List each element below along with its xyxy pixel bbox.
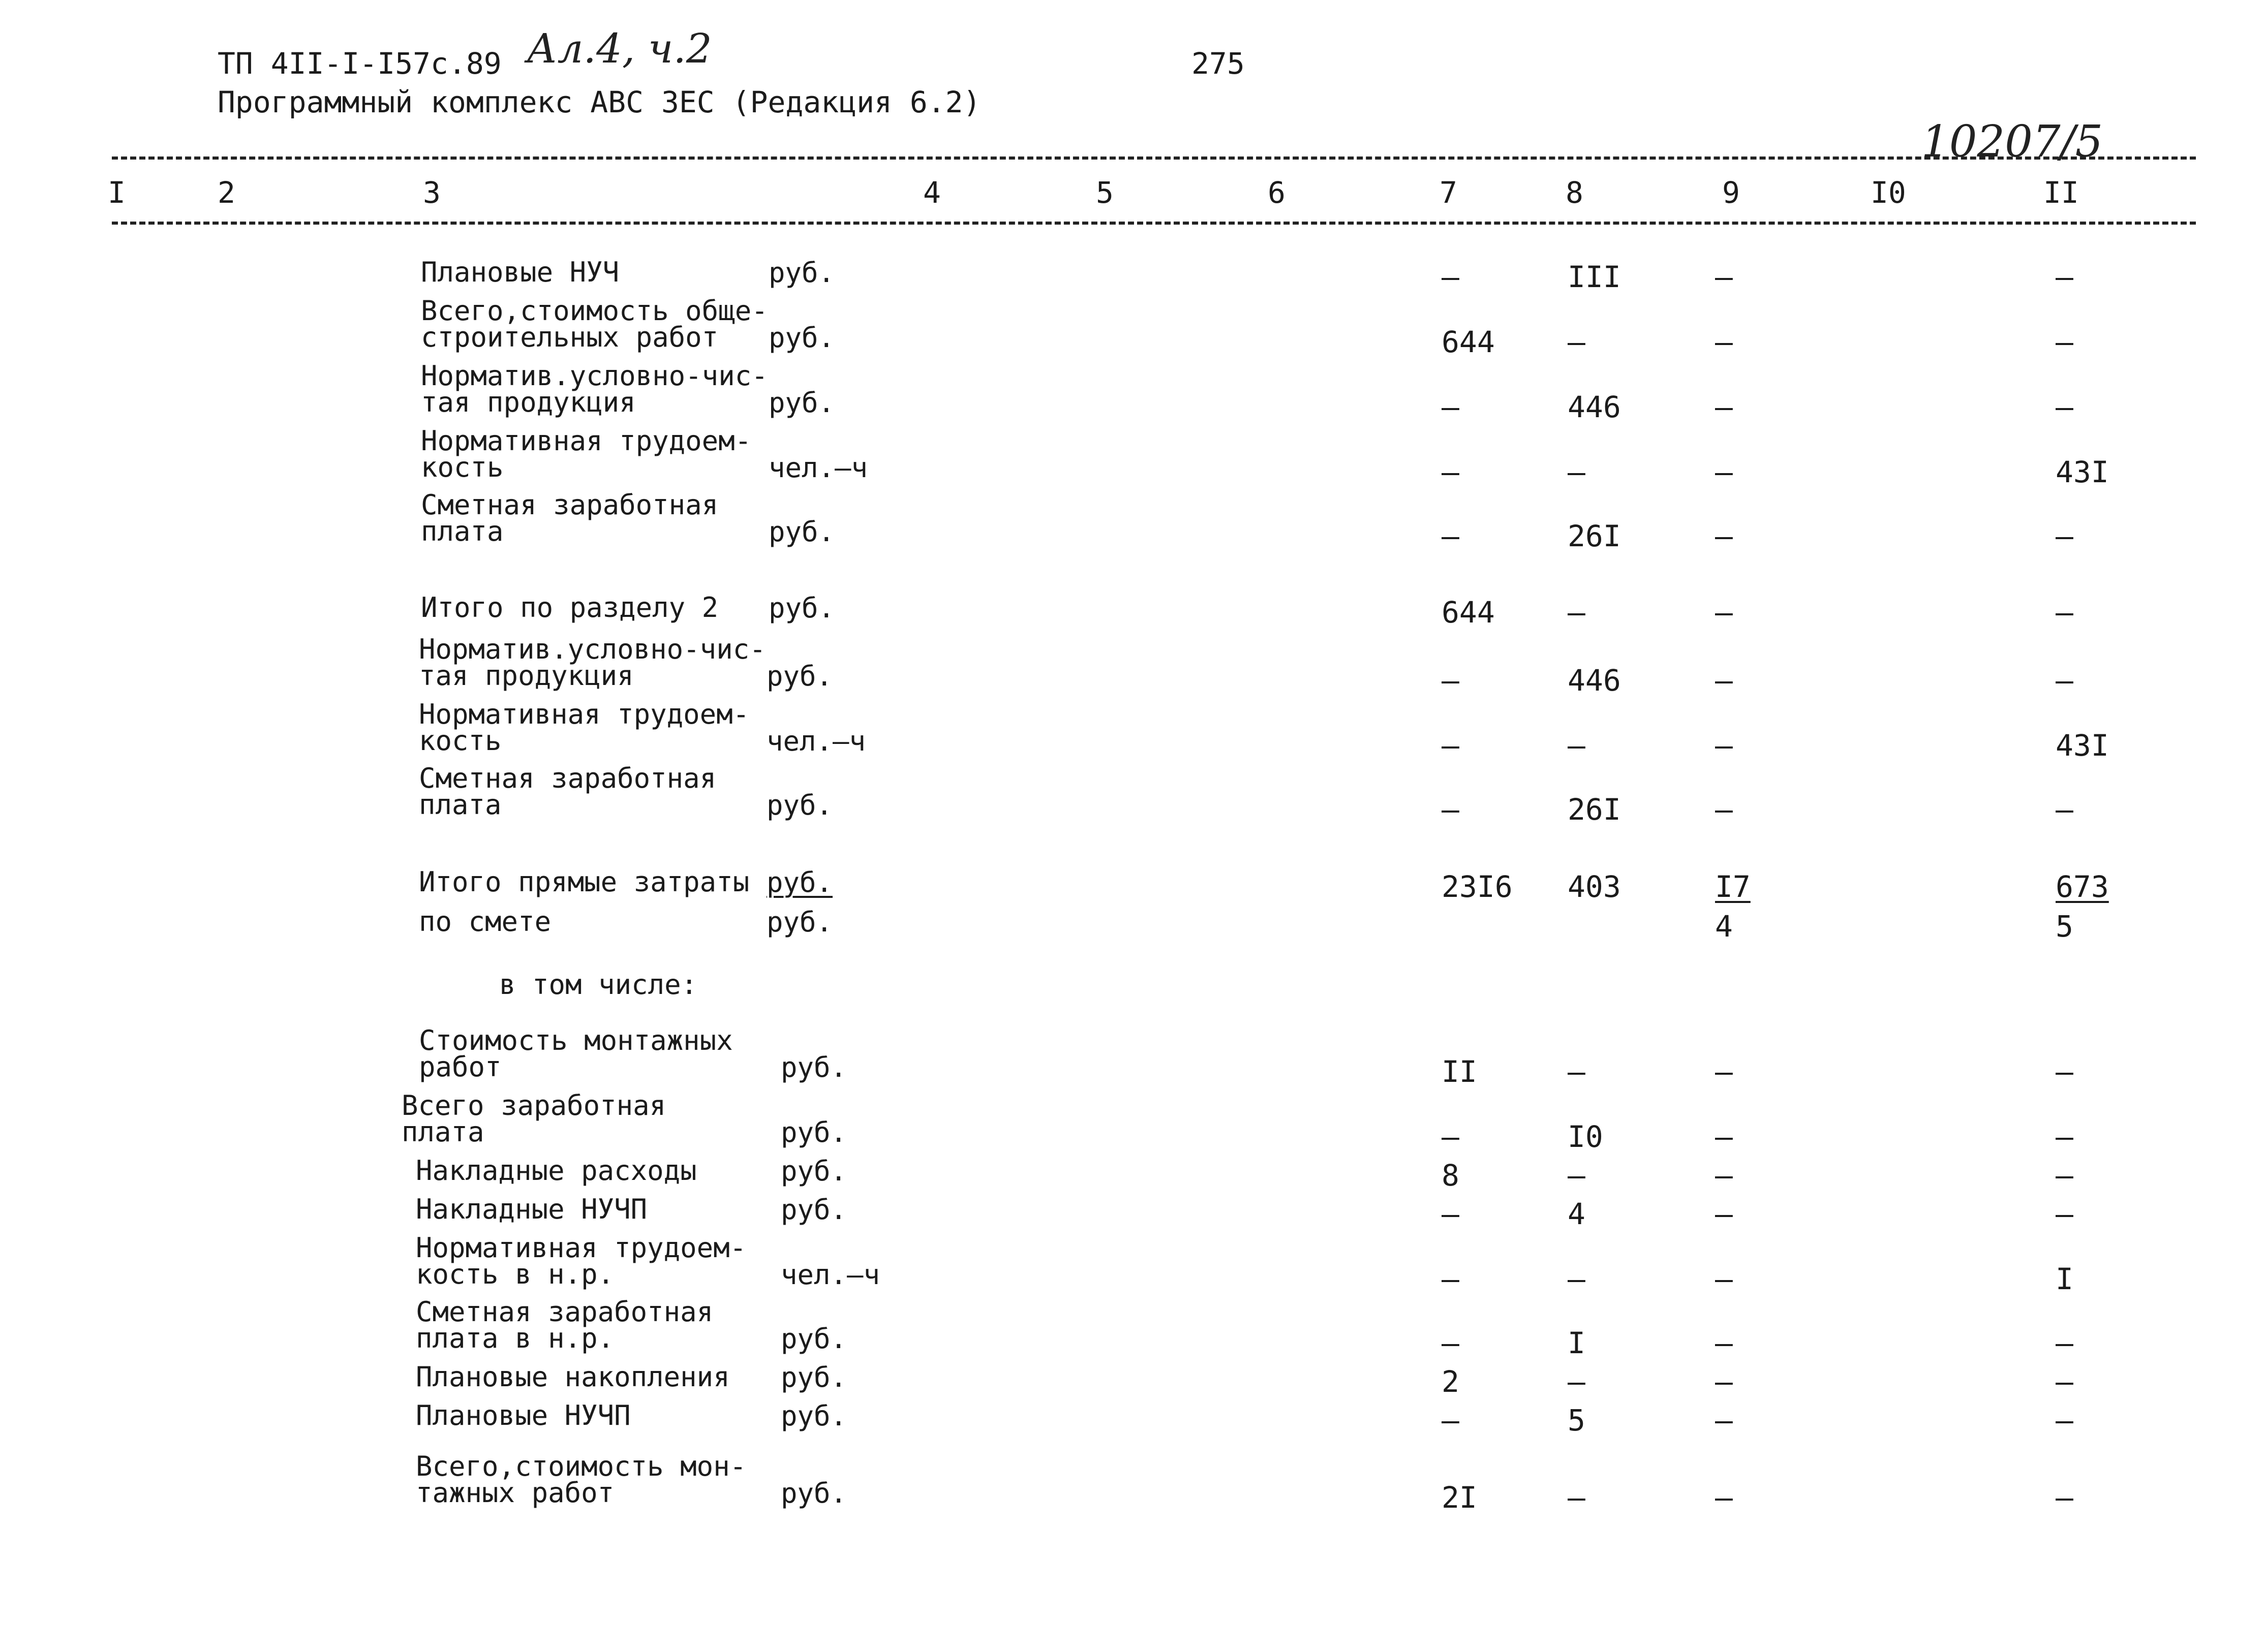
cell-col-9: –: [1715, 1054, 1733, 1089]
row-label: Сметная заработная: [421, 489, 719, 521]
column-number-3: 3: [423, 175, 441, 210]
row-label: Накладные НУЧП: [416, 1193, 648, 1225]
row-label: тая продукция: [419, 660, 634, 692]
cell-col-7: –: [1442, 519, 1459, 553]
cell-col-9: –: [1715, 325, 1733, 359]
row-unit: руб.: [767, 660, 833, 692]
cell-col-9: –: [1715, 663, 1733, 698]
cell-col-9: –: [1715, 1262, 1733, 1296]
cell-col-11: –: [2056, 1403, 2073, 1438]
column-number-9: 9: [1722, 175, 1740, 210]
row-unit: руб.: [767, 866, 833, 898]
cell-col-8: –: [1568, 1364, 1585, 1399]
row-unit: руб.: [781, 1051, 847, 1083]
cell-col-8: III: [1568, 260, 1621, 294]
cell-col-9: –: [1715, 260, 1733, 294]
row-unit: руб.: [769, 516, 835, 548]
cell-col-9: –: [1715, 1480, 1733, 1515]
cell-col-8: I: [1568, 1326, 1585, 1360]
row-unit: руб.: [769, 322, 835, 354]
cell-col-7: 2I: [1442, 1480, 1477, 1515]
cell-col-8: –: [1568, 1480, 1585, 1515]
cell-col-11: –: [2056, 663, 2073, 698]
row-label: Итого прямые затраты: [419, 866, 750, 898]
cell-col-7: –: [1442, 792, 1459, 827]
cell-col-7: –: [1442, 663, 1459, 698]
cell-col-8: 403: [1568, 869, 1621, 904]
cell-col-11: 673: [2056, 869, 2109, 904]
column-number-4: 4: [923, 175, 941, 210]
cell-col-9: –: [1715, 1403, 1733, 1438]
row-unit: чел.–ч: [767, 725, 866, 757]
column-number-11: II: [2043, 175, 2079, 210]
row-label: плата в н.р.: [416, 1322, 615, 1354]
row-unit: руб.: [769, 257, 835, 289]
row-label: плата: [402, 1116, 484, 1148]
cell-col-8: –: [1568, 1158, 1585, 1193]
cell-col-11: –: [2056, 1197, 2073, 1231]
cell-col-11: –: [2056, 1480, 2073, 1515]
row-unit: руб.: [769, 592, 835, 624]
row-label: Всего,стоимость мон-: [416, 1450, 747, 1482]
cell-col-7: 644: [1442, 325, 1495, 359]
row-unit: руб.: [781, 1400, 847, 1432]
cell-col-9: –: [1715, 1364, 1733, 1399]
row-label: Стоимость монтажных: [419, 1024, 733, 1056]
row-label: Плановые НУЧ: [421, 256, 620, 288]
cell-col-11: 43I: [2056, 728, 2109, 763]
row-label: в том числе:: [499, 969, 698, 1001]
row-unit: руб.: [767, 906, 833, 938]
column-number-7: 7: [1440, 175, 1457, 210]
cell-col-11: –: [2056, 1119, 2073, 1154]
cell-col-11: –: [2056, 1326, 2073, 1360]
cell-col-8: –: [1568, 455, 1585, 489]
handwritten-reference: Ал.4, ч.2: [527, 25, 712, 72]
cell-col-7: 644: [1442, 595, 1495, 630]
cell-col-8: –: [1568, 728, 1585, 763]
cell-col-11: –: [2056, 519, 2073, 553]
row-label: Нормативная трудоем-: [421, 425, 752, 457]
cell-col-11: –: [2056, 1158, 2073, 1193]
cell-col-8: 26I: [1568, 519, 1621, 553]
header-bottom-rule: [112, 222, 2196, 225]
document-code: ТП 4II-I-I57с.89: [218, 46, 502, 81]
cell-col-8: I0: [1568, 1119, 1603, 1154]
row-label: Плановые накопления: [416, 1361, 730, 1393]
row-label: тая продукция: [421, 386, 636, 418]
row-unit: руб.: [781, 1323, 847, 1355]
cell-col-7: 8: [1442, 1158, 1459, 1193]
cell-col-8: –: [1568, 595, 1585, 630]
column-number-2: 2: [218, 175, 235, 210]
row-label: Сметная заработная: [419, 762, 717, 794]
cell-col-8: 446: [1568, 390, 1621, 424]
row-label: по смете: [419, 906, 552, 938]
cell-col-8: –: [1568, 325, 1585, 359]
row-label: Сметная заработная: [416, 1296, 714, 1328]
cell-col-7: –: [1442, 455, 1459, 489]
cell-col-8: –: [1568, 1054, 1585, 1089]
column-number-5: 5: [1096, 175, 1114, 210]
cell-col-11: –: [2056, 390, 2073, 424]
row-label: Нормативная трудоем-: [419, 698, 750, 730]
row-unit: чел.–ч: [769, 452, 868, 484]
cell-col-11: 43I: [2056, 455, 2109, 489]
row-label: тажных работ: [416, 1477, 615, 1509]
cell-col-11: –: [2056, 1364, 2073, 1399]
cell-col-7: –: [1442, 728, 1459, 763]
cell-col-7: –: [1442, 260, 1459, 294]
row-unit: руб.: [769, 387, 835, 419]
program-title: Программный комплекс АВС ЗЕС (Редакция 6.2): [218, 85, 981, 119]
row-unit: руб.: [781, 1361, 847, 1393]
cell-col-7: 23I6: [1442, 869, 1513, 904]
cell-col-9: –: [1715, 519, 1733, 553]
cell-col-9: I7: [1715, 869, 1751, 904]
cell-col-9: –: [1715, 455, 1733, 489]
cell-col-9: 4: [1715, 909, 1733, 944]
row-label: кость: [419, 725, 502, 757]
row-unit: чел.–ч: [781, 1259, 880, 1291]
cell-col-8: –: [1568, 1262, 1585, 1296]
row-label: Норматив.условно-чис-: [421, 360, 768, 392]
cell-col-9: –: [1715, 1197, 1733, 1231]
row-label: Итого по разделу 2: [421, 591, 719, 624]
cell-col-9: –: [1715, 390, 1733, 424]
cell-col-7: –: [1442, 1119, 1459, 1154]
cell-col-7: II: [1442, 1054, 1477, 1089]
cell-col-7: –: [1442, 390, 1459, 424]
cell-col-7: –: [1442, 1403, 1459, 1438]
row-label: кость: [421, 451, 504, 483]
cell-col-7: –: [1442, 1262, 1459, 1296]
row-label: Нормативная трудоем-: [416, 1232, 747, 1264]
row-label: плата: [419, 789, 502, 821]
header-top-rule: [112, 157, 2196, 160]
cell-col-9: –: [1715, 728, 1733, 763]
cell-col-9: –: [1715, 1158, 1733, 1193]
cell-col-8: 5: [1568, 1403, 1585, 1438]
row-unit: руб.: [781, 1477, 847, 1509]
handwritten-stamp: 10207/5: [1921, 116, 2103, 167]
cell-col-9: –: [1715, 595, 1733, 630]
row-label: Норматив.условно-чис-: [419, 633, 766, 665]
cell-col-7: –: [1442, 1326, 1459, 1360]
row-label: строительных работ: [421, 321, 719, 353]
cell-col-9: –: [1715, 1119, 1733, 1154]
cell-col-11: –: [2056, 325, 2073, 359]
row-unit: руб.: [781, 1116, 847, 1148]
page-number: 275: [1191, 46, 1245, 81]
row-unit: руб.: [781, 1194, 847, 1226]
row-label: Всего,стоимость обще-: [421, 295, 768, 327]
cell-col-11: –: [2056, 1054, 2073, 1089]
cell-col-11: –: [2056, 260, 2073, 294]
cell-col-11: –: [2056, 595, 2073, 630]
row-label: плата: [421, 515, 504, 547]
row-label: Накладные расходы: [416, 1155, 697, 1187]
row-unit: руб.: [781, 1155, 847, 1187]
row-unit: руб.: [767, 789, 833, 821]
cell-col-9: –: [1715, 1326, 1733, 1360]
cell-col-11: 5: [2056, 909, 2073, 944]
column-number-6: 6: [1268, 175, 1285, 210]
cell-col-8: 4: [1568, 1197, 1585, 1231]
cell-col-11: I: [2056, 1262, 2073, 1296]
cell-col-9: –: [1715, 792, 1733, 827]
cell-col-7: 2: [1442, 1364, 1459, 1399]
column-number-8: 8: [1566, 175, 1583, 210]
column-number-10: I0: [1871, 175, 1906, 210]
cell-col-11: –: [2056, 792, 2073, 827]
column-number-1: I: [108, 175, 126, 210]
cell-col-7: –: [1442, 1197, 1459, 1231]
row-label: Плановые НУЧП: [416, 1399, 631, 1431]
cell-col-8: 446: [1568, 663, 1621, 698]
cell-col-8: 26I: [1568, 792, 1621, 827]
row-label: Всего заработная: [402, 1089, 666, 1121]
row-label: кость в н.р.: [416, 1258, 615, 1290]
row-label: работ: [419, 1051, 502, 1083]
